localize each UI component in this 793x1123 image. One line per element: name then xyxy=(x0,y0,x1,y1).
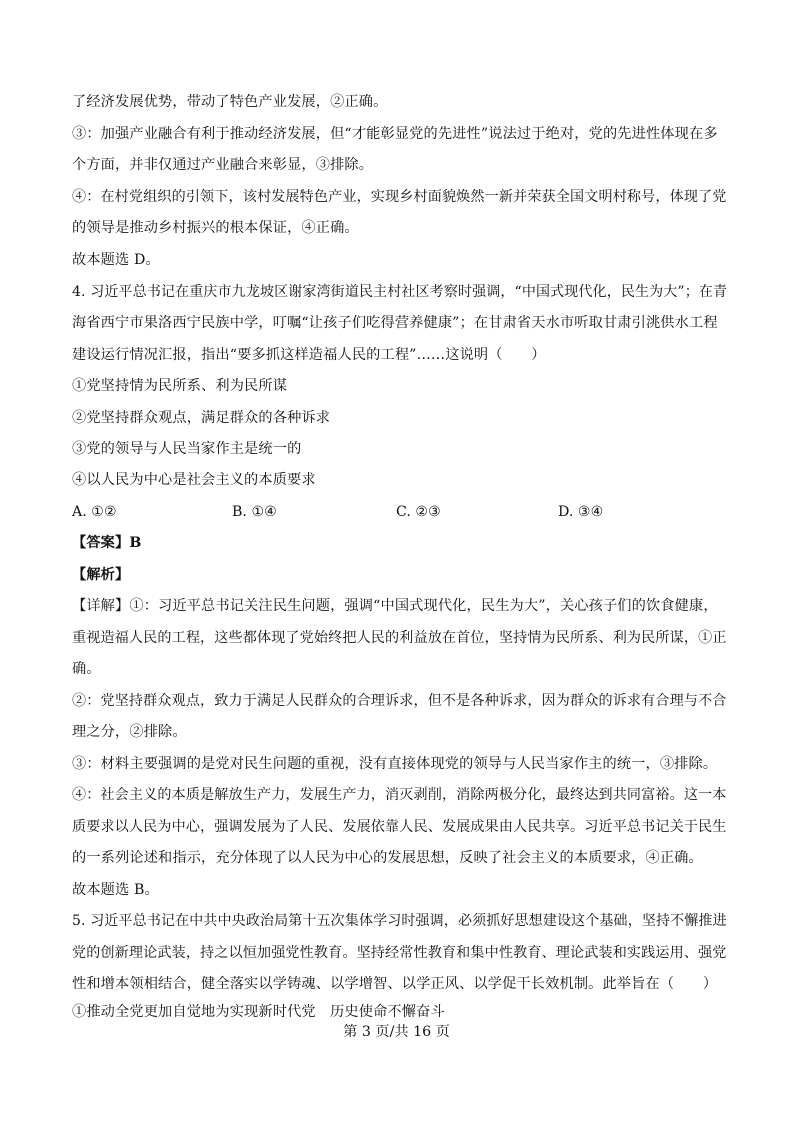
text-line: 的领导是推动乡村振兴的根本保证，④正确。 xyxy=(72,220,359,236)
question-4-stem: 4. 习近平总书记在重庆市九龙坡区谢家湾街道民主村社区考察时强调，“中国式现代化，民生为大”；在青 xyxy=(72,284,728,300)
analysis-label: 【解析】 xyxy=(72,567,130,583)
statement-item: ②党坚持群众观点，满足群众的各种诉求 xyxy=(72,410,331,426)
detail-line: 确。 xyxy=(72,661,101,677)
question-4-stem: 海省西宁市果洛西宁民族中学，叮嘱“让孩子们吃得营养健康”；在甘肃省天水市听取甘肃引洮供水工程 xyxy=(72,315,718,331)
detail-line: ②：党坚持群众观点，致力于满足人民群众的合理诉求，但不是各种诉求，因为群众的诉求有合理与不合 xyxy=(72,693,727,709)
detail-line: 质要求以人民为中心，强调发展为了人民、发展依靠人民、发展成果由人民共享。习近平总书记关于民生 xyxy=(72,819,727,835)
text-line: 故本题选 D。 xyxy=(72,252,160,268)
statement-item: ③党的领导与人民当家作主是统一的 xyxy=(72,441,302,457)
option-a: A. ①② xyxy=(72,504,117,520)
option-c: C. ②③ xyxy=(396,504,441,520)
detail-line: 重视造福人民的工程，这些都体现了党始终把人民的利益放在首位，坚持情为民所系、利为民所谋，①正 xyxy=(72,630,727,646)
question-5-stem: 5. 习近平总书记在中共中央政治局第十五次集体学习时强调，必须抓好思想建设这个基础，坚持不懈推进 xyxy=(72,913,727,929)
detail-line: ③：材料主要强调的是党对民生问题的重视，没有直接体现党的领导与人民当家作主的统一，③排除。 xyxy=(72,756,718,772)
option-d: D. ③④ xyxy=(558,504,604,520)
detail-line: 的一系列论述和指示，充分体现了以人民为中心的发展思想，反映了社会主义的本质要求，④正确。 xyxy=(72,850,703,866)
question-4-stem: 建设运行情况汇报，指出“要多抓这样造福人民的工程”……这说明（ ） xyxy=(72,347,546,363)
statement-item: ①推动全党更加自觉地为实现新时代党 历史使命不懈奋斗 xyxy=(72,1004,445,1020)
statement-item: ④以人民为中心是社会主义的本质要求 xyxy=(72,472,316,488)
detail-line: ④：社会主义的本质是解放生产力，发展生产力，消灭剥削，消除两极分化，最终达到共同富裕。这一本 xyxy=(72,787,727,803)
question-5-stem: 党的创新理论武装，持之以恒加强党性教育。坚持经常性教育和集中性教育、理论武装和实践运用、强党 xyxy=(72,945,727,961)
question-5-stem: 性和增本领相结合，健全落实以学铸魂、以学增智、以学正风、以学促干长效机制。此举旨在（ ） xyxy=(72,976,718,992)
text-line: ③：加强产业融合有利于推动经济发展，但“才能彰显党的先进性”说法过于绝对，党的先进性体现在多 xyxy=(72,126,718,142)
statement-item: ①党坚持情为民所系、利为民所谋 xyxy=(72,378,288,394)
text-line: 个方面，并非仅通过产业融合来彰显，③排除。 xyxy=(72,157,374,173)
text-line: 了经济发展优势，带动了特色产业发展，②正确。 xyxy=(72,94,388,110)
page-footer: 第 3 页/共 16 页 xyxy=(343,1024,450,1040)
option-b: B. ①④ xyxy=(232,504,277,520)
answer-label: 【答案】B xyxy=(72,535,142,551)
text-line: ④：在村党组织的引领下，该村发展特色产业，实现乡村面貌焕然一新并荣获全国文明村称号，体现了党 xyxy=(72,189,727,205)
detail-line: 【详解】①：习近平总书记关注民生问题，强调“中国式现代化，民生为大”，关心孩子们的饮食健康， xyxy=(72,598,718,614)
detail-line: 理之分，②排除。 xyxy=(72,724,187,740)
detail-line: 故本题选 B。 xyxy=(72,882,159,898)
